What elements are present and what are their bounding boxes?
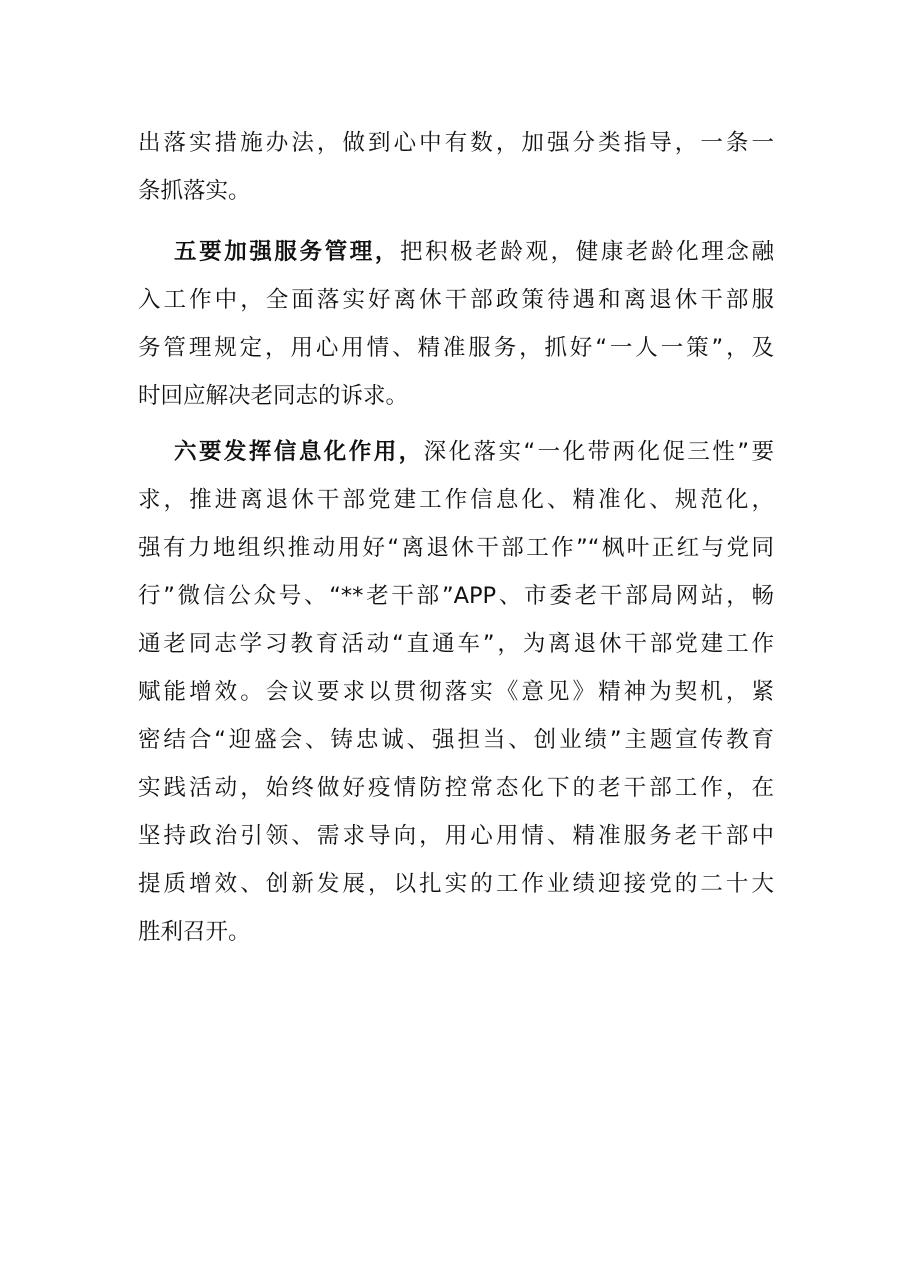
paragraph-line: 强有力地组织推动用好“离退休干部工作”“枫叶正红与党同 xyxy=(138,535,774,561)
paragraph-line-text: 深化落实“一化带两化促三性”要 xyxy=(423,439,774,465)
paragraph-line: 提质增效、创新发展，以扎实的工作业绩迎接党的二十大 xyxy=(138,871,774,897)
paragraph-heading: 六要发挥信息化作用， xyxy=(174,439,424,465)
paragraph-first-line xyxy=(138,428,774,476)
paragraph-implementation xyxy=(138,119,774,215)
paragraph-line: 通老同志学习教育活动“直通车”，为离退休干部党建工作 xyxy=(138,631,774,657)
paragraph-line: 行”微信公众号、“**老干部”APP、市委老干部局网站，畅 xyxy=(138,583,774,609)
paragraph-informatization xyxy=(138,428,774,956)
paragraph-line: 出落实措施办法，做到心中有数，加强分类指导，一条一 xyxy=(138,130,774,156)
paragraph-line-text: 把积极老龄观，健康老龄化理念融 xyxy=(399,239,774,265)
paragraph-line: 密结合“迎盛会、铸忠诚、强担当、创业绩”主题宣传教育 xyxy=(138,727,774,753)
paragraph-line: 坚持政治引领、需求导向，用心用情、精准服务老干部中 xyxy=(138,823,774,849)
paragraph-line: 条抓落实。 xyxy=(138,178,251,204)
paragraph-service-management xyxy=(138,228,774,420)
paragraph-line: 时回应解决老同志的诉求。 xyxy=(138,383,409,409)
paragraph-first-line xyxy=(138,228,774,276)
paragraph-line: 务管理规定，用心用情、精准服务，抓好“一人一策”，及 xyxy=(138,335,774,361)
paragraph-line: 实践活动，始终做好疫情防控常态化下的老干部工作，在 xyxy=(138,775,774,801)
paragraph-line: 入工作中，全面落实好离休干部政策待遇和离退休干部服 xyxy=(138,287,774,313)
paragraph-heading: 五要加强服务管理， xyxy=(174,239,400,265)
paragraph-line: 求，推进离退休干部党建工作信息化、精准化、规范化， xyxy=(138,487,774,513)
paragraph-line: 胜利召开。 xyxy=(138,919,251,945)
paragraph-line: 赋能增效。会议要求以贯彻落实《意见》精神为契机，紧 xyxy=(138,679,774,705)
